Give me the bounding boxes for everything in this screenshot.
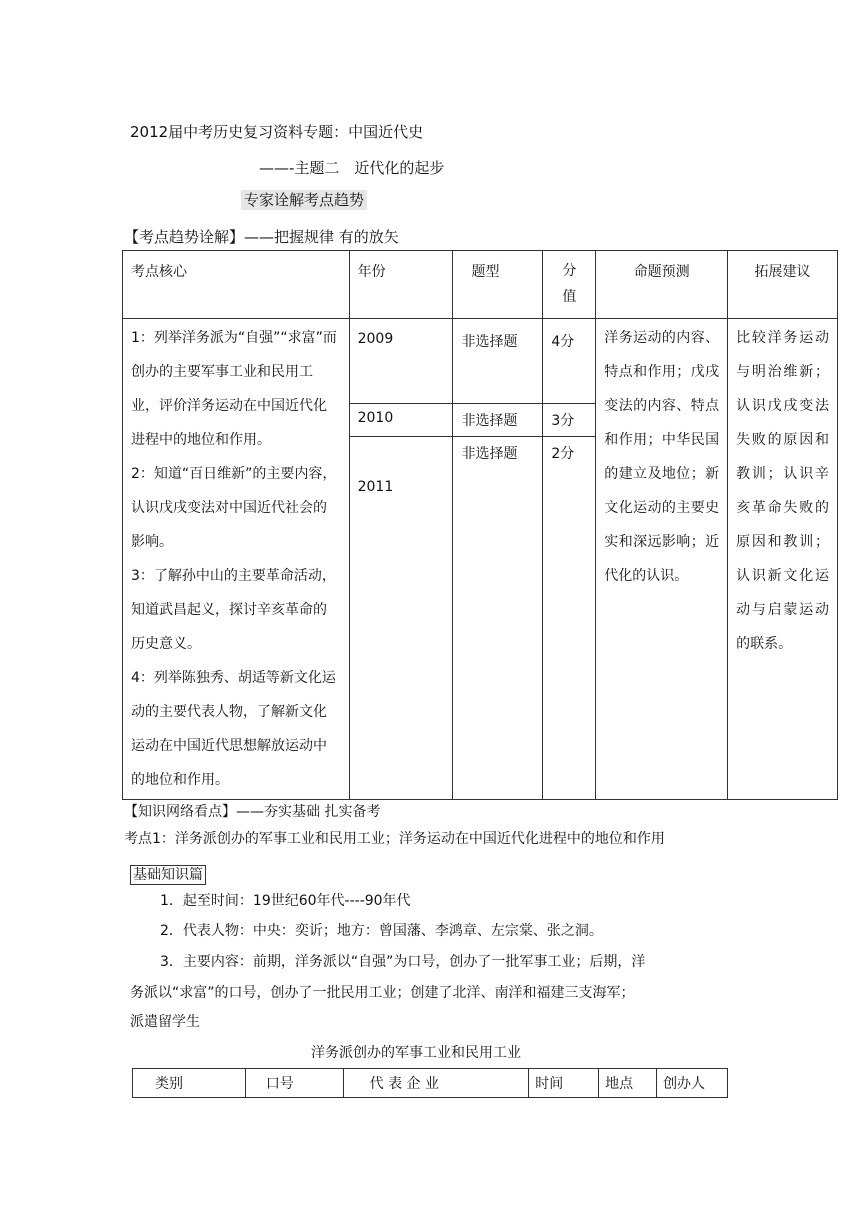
core-point-3: 3：了解孙中山的主要革命活动，知道武昌起义，探讨辛亥革命的历史意义。 [131, 568, 336, 652]
bottom-table-caption: 洋务派创办的军事工业和民用工业 [311, 1045, 521, 1061]
core-cell [123, 319, 350, 800]
header-suggestion: 拓展建议 [728, 251, 838, 319]
score-2011: 2分 [543, 437, 596, 800]
score-2010: 3分 [543, 403, 596, 436]
doc-title: 2012届中考历史复习资料专题：中国近代史 [130, 123, 424, 141]
knowledge-point-1: 考点1：洋务派创办的军事工业和民用工业；洋务运动在中国近代化进程中的地位和作用 [124, 831, 665, 847]
year-2011: 2011 [349, 437, 453, 800]
table-row [123, 319, 838, 404]
enterprise-header-row [133, 1069, 728, 1098]
knowledge-heading: 【知识网络看点】——夯实基础 扎实备考 [124, 804, 381, 820]
type-2010: 非选择题 [453, 403, 543, 436]
enterprise-header-enterprise: 代 表 企 业 [343, 1069, 529, 1098]
header-score-char1: 分 [562, 263, 577, 279]
year-2010: 2010 [349, 403, 453, 436]
core-point-2: 2：知道“百日维新”的主要内容，认识戊戌变法对中国近代社会的影响。 [131, 466, 337, 550]
header-core: 考点核心 [123, 251, 350, 319]
type-2011: 非选择题 [453, 437, 543, 800]
enterprise-header-place: 地点 [599, 1069, 657, 1098]
knowledge-item-3-line2: 务派以“求富”的口号，创办了一批民用工业；创建了北洋、南洋和福建三支海军； [130, 985, 635, 1001]
suggestion-cell: 比较洋务运动与明治维新；认识戊戌变法失败的原因和教训；认识辛亥革命失败的原因和教训；认识新文化运动与启蒙运动的联系。 [728, 319, 838, 800]
enterprise-header-category: 类别 [133, 1069, 246, 1098]
enterprise-header-founder: 创办人 [657, 1069, 728, 1098]
core-point-4: 4：列举陈独秀、胡适等新文化运动的主要代表人物，了解新文化运动在中国近代思想解放运动中的地位和作用。 [131, 670, 336, 788]
prediction-cell: 洋务运动的内容、特点和作用；戊戌变法的内容、特点和作用；中华民国的建立及地位；新文化运动的主要史实和深远影响；近代化的认识。 [596, 319, 728, 800]
knowledge-item-3-line3: 派遣留学生 [130, 1014, 200, 1030]
knowledge-item-2: 2．代表人物：中央：奕䜣；地方：曾国藩、李鸿章、左宗棠、张之洞。 [160, 923, 603, 939]
header-year: 年份 [349, 251, 453, 319]
doc-subtitle: ——-主题二 近代化的起步 [259, 159, 445, 177]
year-2009: 2009 [349, 319, 453, 404]
table-header-row [123, 251, 838, 319]
trend-heading: 【考点趋势诠解】——把握规律 有的放矢 [124, 228, 399, 246]
header-type: 题型 [453, 251, 543, 319]
enterprise-table [132, 1068, 728, 1098]
shaded-heading-text: 专家诠解考点趋势 [241, 190, 367, 210]
knowledge-item-1: 1．起至时间：19世纪60年代----90年代 [160, 893, 411, 909]
shaded-heading [241, 189, 367, 210]
type-2009: 非选择题 [453, 319, 543, 404]
header-prediction: 命题预测 [596, 251, 728, 319]
header-score-char2: 值 [562, 289, 577, 305]
basic-knowledge-label [130, 864, 206, 884]
knowledge-item-3-line1: 3．主要内容：前期，洋务派以“自强”为口号，创办了一批军事工业；后期，洋 [160, 954, 646, 970]
header-score [543, 251, 596, 319]
enterprise-header-slogan: 口号 [245, 1069, 343, 1098]
basic-knowledge-box: 基础知识篇 [130, 865, 206, 885]
enterprise-header-time: 时间 [529, 1069, 599, 1098]
core-point-1: 1：列举洋务派为“自强”“求富”而创办的主要军事工业和民用工业，评价洋务运动在中国近代化进程中的地位和作用。 [131, 330, 337, 448]
trend-table [122, 250, 838, 800]
score-2009: 4分 [543, 319, 596, 404]
